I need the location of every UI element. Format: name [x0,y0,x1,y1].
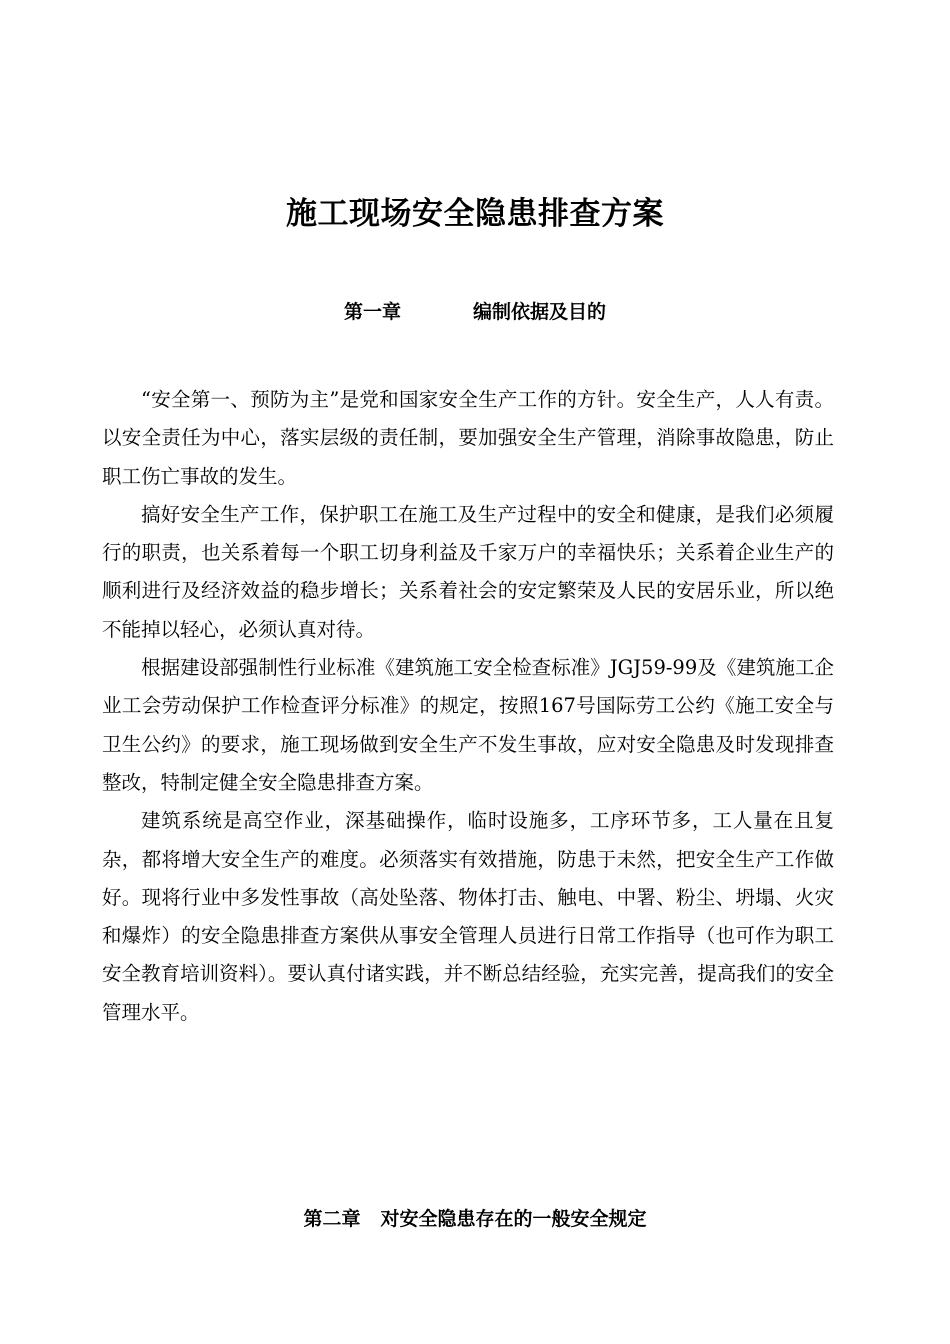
chapter-1-title: 编制依据及目的 [473,301,607,323]
chapter-1-heading [0,299,950,325]
chapter-1-body [102,381,834,1032]
paragraph: 搞好安全生产工作，保护职工在施工及生产过程中的安全和健康，是我们必须履行的职责，也关系着每一个职工切身利益及千家万户的幸福快乐；关系着企业生产的顺利进行及经济效益的稳步增长；关系着社会的安定繁荣及人民的安居乐业，所以绝不能掉以轻心，必须认真对待。 [102,502,834,641]
paragraph: “安全第一、预防为主”是党和国家安全生产工作的方针。安全生产，人人有责。以安全责任为中心，落实层级的责任制，要加强安全生产管理，消除事故隐患，防止职工伤亡事故的发生。 [102,388,834,488]
chapter-2-heading [0,1206,950,1232]
chapter-2-number: 第二章 [303,1208,361,1230]
paragraph: 根据建设部强制性行业标准《建筑施工安全检查标准》JGJ59-99及《建筑施工企业工会劳动保护工作检查评分标准》的规定，按照167号国际劳工公约《施工安全与卫生公约》的要求，施工现场做到安全生产不发生事故，应对安全隐患及时发现排查整改，特制定健全安全隐患排查方案。 [102,656,834,794]
document-title: 施工现场安全隐患排查方案 [286,196,664,232]
paragraph: 建筑系统是高空作业，深基础操作，临时设施多，工序环节多，工人量在且复杂，都将增大安全生产的难度。必须落实有效措施，防患于未然，把安全生产工作做好。现将行业中多发性事故（高处坠落、物体打击、触电、中署、粉尘、坍塌、火灾和爆炸）的安全隐患排查方案供从事安全管理人员进行日常工作指导（也可作为职工安全教育培训资料）。要认真付诸实践，并不断总结经验，充实完善，提高我们的安全管理水平。 [102,809,834,1024]
chapter-2-title: 对安全隐患存在的一般安全规定 [380,1208,647,1230]
chapter-1-number: 第一章 [343,301,401,323]
